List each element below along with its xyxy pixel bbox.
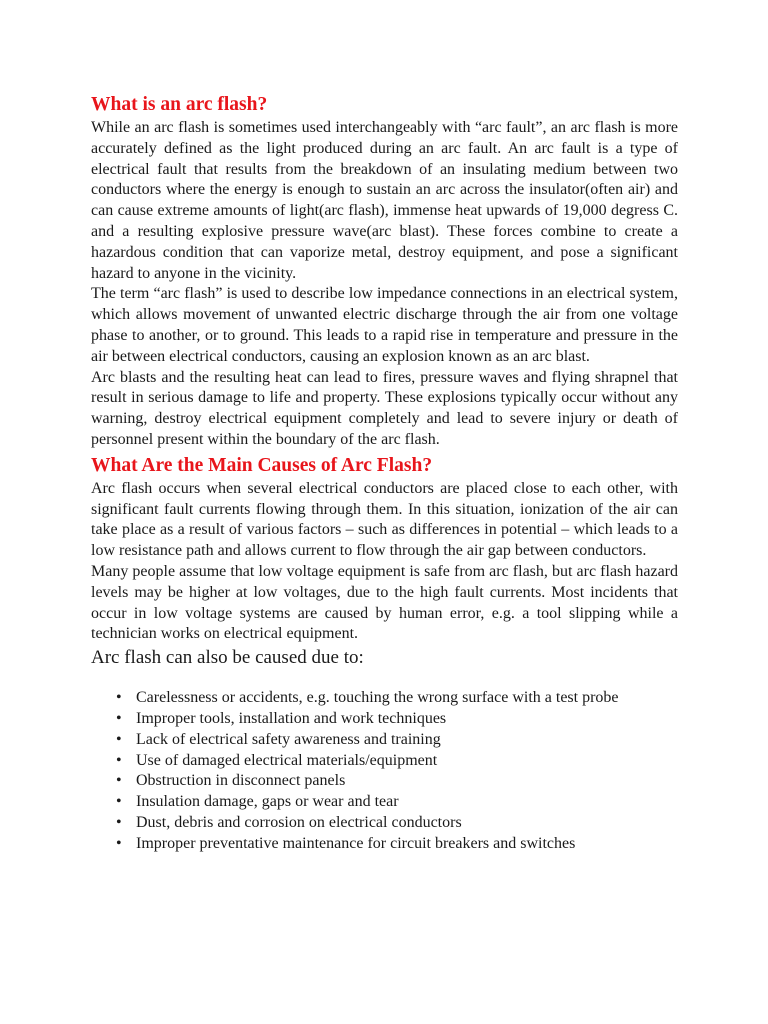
list-item-text: Obstruction in disconnect panels [136, 772, 346, 790]
paragraph-arc-flash-definition: While an arc flash is sometimes used interchangeably with “arc fault”, an arc flash is more accurately defined as the light produced during an arc fault. An arc fault is a type of electrical fault that results from the breakdown of an insulating medium between two conductors where the energy is enough to sustain an arc across the insulator(often air) and can cause extreme amounts of light(arc flash), immense heat upwards of 19,000 degress C. and a resulting explosive pressure wave(arc blast). These forces combine to create a hazardous condition that can vaporize metal, destroy equipment, and pose a significant hazard to anyone in the vicinity. [91, 119, 678, 282]
section-heading-what-is-arc-flash: What is an arc flash? [91, 94, 268, 115]
list-item [116, 792, 678, 813]
document-page [91, 92, 678, 855]
list-item-text: Use of damaged electrical materials/equipment [136, 751, 438, 769]
list-item-text: Insulation damage, gaps or wear and tear [136, 793, 399, 811]
list-item [116, 688, 678, 709]
bullet-icon: • [116, 751, 122, 769]
bullet-icon: • [116, 772, 122, 790]
paragraph-arc-flash-occurs: Arc flash occurs when several electrical conductors are placed close to each other, with significant fault currents flowing through them. In this situation, ionization of the air can take place as a result of various factors – such as differences in potential – which leads to a low resistance path and allows current to flow through the air gap between conductors. [91, 479, 678, 560]
list-item [116, 834, 678, 855]
list-item [116, 751, 678, 772]
list-item [116, 813, 678, 834]
list-item-text: Lack of electrical safety awareness and training [136, 730, 441, 748]
section-heading-main-causes: What Are the Main Causes of Arc Flash? [91, 454, 433, 476]
list-item-text: Carelessness or accidents, e.g. touching the wrong surface with a test probe [136, 689, 619, 707]
bullet-icon: • [116, 834, 122, 852]
bullet-icon: • [116, 793, 122, 811]
list-item-text: Improper preventative maintenance for circuit breakers and switches [136, 834, 576, 852]
paragraph-arc-blasts: Arc blasts and the resulting heat can lead to fires, pressure waves and flying shrapnel that result in serious damage to life and property. These explosions typically occur without any warning, destroy electrical equipment completely and lead to severe injury or death of personnel present within the boundary of the arc flash. [91, 368, 678, 448]
bullet-icon: • [116, 813, 122, 831]
causes-lead-text: Arc flash can also be caused due to: [91, 647, 364, 669]
bullet-icon: • [116, 689, 122, 707]
list-item [116, 771, 678, 792]
paragraph-low-voltage: Many people assume that low voltage equipment is safe from arc flash, but arc flash hazard levels may be higher at low voltages, due to the high fault currents. Most incidents that occur in low voltage systems are caused by human error, e.g. a tool slipping while a technician works on electrical equipment. [91, 562, 678, 643]
bullet-icon: • [116, 730, 122, 748]
paragraph-arc-flash-term: The term “arc flash” is used to describe low impedance connections in an electrical system, which allows movement of unwanted electric discharge through the air from one voltage phase to another, or to ground. This leads to a rapid rise in temperature and pressure in the air between electrical conductors, causing an explosion known as an arc blast. [91, 285, 678, 365]
list-item [116, 730, 678, 751]
bullet-icon: • [116, 709, 122, 727]
causes-list [91, 688, 678, 854]
list-item-text: Dust, debris and corrosion on electrical conductors [136, 813, 462, 831]
list-item-text: Improper tools, installation and work techniques [136, 709, 447, 727]
list-item [116, 709, 678, 730]
